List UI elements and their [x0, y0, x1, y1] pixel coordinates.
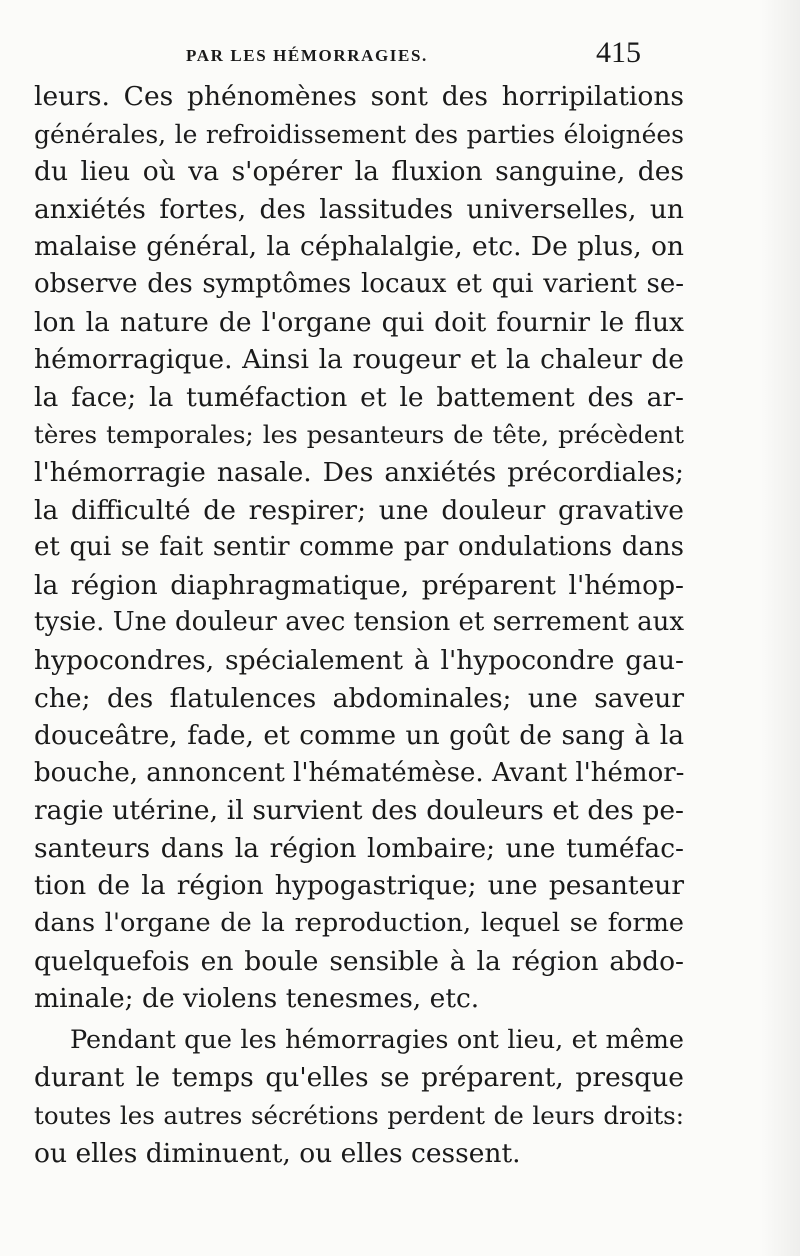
text-line: ou elles diminuent, ou elles cessent.	[34, 1137, 521, 1169]
text-line: Pendant que les hémorragies ont lieu, et même	[70, 1024, 684, 1055]
text-line: bouche, annoncent l'hématémèse. Avant l'hémor-	[34, 757, 685, 788]
text-line: malaise général, la céphalalgie, etc. De plus, on	[34, 231, 684, 263]
text-line: hypocondres, spécialement à l'hypocondre gau-	[34, 644, 684, 676]
text-line: tysie. Une douleur avec tension et serrement aux	[34, 607, 684, 638]
paragraph-1	[34, 78, 684, 1018]
text-line: toutes les autres sécrétions perdent de leurs droits:	[34, 1101, 684, 1131]
running-title: PAR LES HÉMORRAGIES.	[186, 46, 428, 65]
paragraph-2	[34, 1022, 684, 1172]
body-text	[34, 78, 684, 1172]
page-number: 415	[596, 36, 641, 69]
text-line: générales, le refroidissement des parties éloignées	[34, 119, 684, 149]
text-line: la difficulté de respirer; une douleur gravative	[34, 494, 684, 526]
text-line: leurs. Ces phénomènes sont des horripilations	[34, 81, 684, 112]
text-line: observe des symptômes locaux et qui varient se-	[34, 268, 684, 299]
text-line: lon la nature de l'organe qui doit fournir le flux	[34, 306, 684, 338]
text-line: ragie utérine, il survient des douleurs et des pe-	[34, 795, 684, 827]
text-line: anxiétés fortes, des lassitudes universelles, un	[34, 193, 684, 225]
text-line: santeurs dans la région lombaire; une tuméfac-	[34, 832, 684, 864]
text-line: tères temporales; les pesanteurs de tête, précèdent	[34, 420, 684, 450]
text-line: l'hémorragie nasale. Des anxiétés précordiales;	[34, 456, 684, 488]
text-line: quelquefois en boule sensible à la région abdo-	[34, 945, 684, 977]
running-head	[0, 36, 800, 76]
text-line: minale; de violens tenesmes, etc.	[34, 983, 480, 1015]
text-line: hémorragique. Ainsi la rougeur et la chaleur de	[34, 344, 684, 376]
page-edge-shadow	[760, 0, 800, 1256]
text-line: durant le temps qu'elles se préparent, presque	[34, 1062, 684, 1094]
text-line: tion de la région hypogastrique; une pesanteur	[34, 870, 684, 902]
text-line: la face; la tuméfaction et le battement des ar-	[34, 381, 684, 413]
text-line: douceâtre, fade, et comme un goût de sang à la	[34, 720, 684, 752]
text-line: che; des flatulences abdominales; une saveur	[34, 682, 684, 714]
text-line: et qui se fait sentir comme par ondulations dans	[34, 532, 684, 563]
text-line: dans l'organe de la reproduction, lequel se forme	[34, 908, 684, 939]
text-line: la région diaphragmatique, préparent l'hémop-	[34, 569, 684, 601]
text-line: du lieu où va s'opérer la fluxion sanguine, des	[34, 156, 684, 188]
